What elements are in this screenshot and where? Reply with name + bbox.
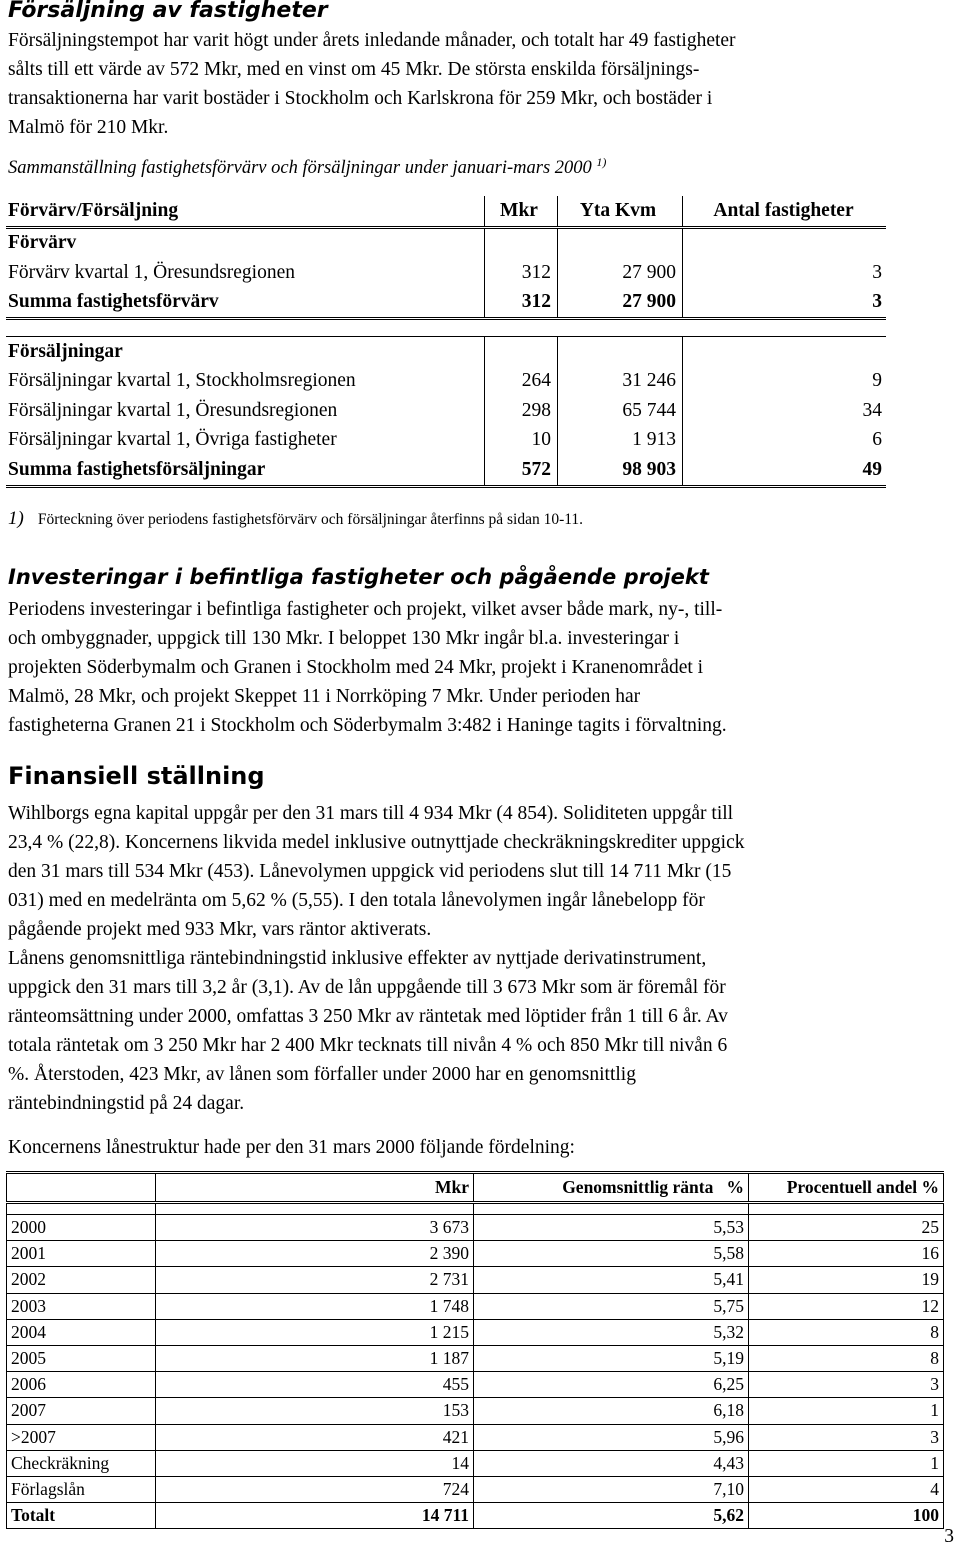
cell: 98 903 [558, 455, 683, 486]
cell: Förvärv kvartal 1, Öresundsregionen [8, 261, 296, 283]
financial-paragraph [8, 799, 744, 1118]
cell: 8 [749, 1319, 944, 1345]
text-line: Malmö, 28 Mkr, och projekt Skeppet 11 i Norrköping 7 Mkr. Under perioden har [8, 686, 641, 707]
cell: Totalt [7, 1503, 156, 1529]
cell: 3 673 [156, 1215, 474, 1241]
cell: 2 390 [156, 1241, 474, 1267]
header-cell: Procentuell andel % [749, 1173, 944, 1203]
text-line: totala räntetak om 3 250 Mkr har 2 400 Mkr tecknats till nivån 4 % och 850 Mkr till nivån 6 [8, 1035, 728, 1056]
text-line: projekten Söderbymalm och Granen i Stockholm med 24 Mkr, projekt i Kranenområdet i [8, 657, 704, 678]
cell: Försäljningar kvartal 1, Öresundsregionen [8, 399, 338, 421]
caption-text: Sammanställning fastighetsförvärv och försäljningar under januari-mars 2000 [8, 158, 592, 178]
cell: 5,96 [474, 1424, 749, 1450]
section-heading-investments: Investeringar i befintliga fastigheter och pågående projekt [8, 565, 709, 589]
table-row [7, 1424, 944, 1450]
acquisitions-sales-table [6, 196, 886, 488]
header-cell: Genomsnittlig ränta % [474, 1173, 749, 1203]
table-row [6, 396, 886, 426]
cell: Försäljningar kvartal 1, Övriga fastigheter [8, 429, 337, 451]
cell: 2 731 [156, 1267, 474, 1293]
text-line: Wihlborgs egna kapital uppgår per den 31 mars till 4 934 Mkr (4 854). Soliditeten uppgår till [8, 803, 734, 824]
cell: 2001 [7, 1241, 156, 1267]
cell: 25 [749, 1215, 944, 1241]
cell: 2004 [7, 1319, 156, 1345]
cell: 2002 [7, 1267, 156, 1293]
table-header-row [6, 196, 886, 227]
table-row [7, 1450, 944, 1476]
cell: 2006 [7, 1372, 156, 1398]
header-cell: Antal fastigheter [683, 196, 887, 227]
sales-paragraph [8, 26, 736, 142]
cell: 3 [749, 1424, 944, 1450]
header-cell: Mkr [485, 196, 558, 227]
group-label: Försäljningar [8, 340, 123, 362]
cell: 14 711 [156, 1503, 474, 1529]
investments-paragraph [8, 595, 727, 740]
cell: 4 [749, 1476, 944, 1502]
text-line: transaktionerna har varit bostäder i Stockholm och Karlskrona för 259 Mkr, och bostäder i [8, 88, 713, 109]
text-line: pågående projekt med 933 Mkr, vars räntor aktiverats. [8, 919, 432, 940]
cell: 2003 [7, 1293, 156, 1319]
group-label: Förvärv [8, 232, 77, 254]
cell: 264 [485, 367, 558, 397]
text-line: räntebindningstid på 24 dagar. [8, 1093, 245, 1114]
header-cell [7, 1173, 156, 1203]
text-line: 23,4 % (22,8). Koncernens likvida medel inklusive outnyttjade checkräkningskrediter uppgick [8, 832, 745, 853]
text-line: Försäljningstempot har varit högt under årets inledande månader, och totalt har 49 fastigheter [8, 30, 736, 51]
table-row [7, 1345, 944, 1371]
cell: 1 215 [156, 1319, 474, 1345]
cell: 3 [683, 288, 887, 319]
text-line: Periodens investeringar i befintliga fastigheter och projekt, vilket avser både mark, ny-, till- [8, 599, 723, 620]
cell: 27 900 [558, 258, 683, 288]
cell: 455 [156, 1372, 474, 1398]
total-row [7, 1503, 944, 1529]
cell: 31 246 [558, 367, 683, 397]
text-line: fastigheterna Granen 21 i Stockholm och Söderbymalm 3:482 i Haninge tagits i förvaltning. [8, 715, 727, 736]
text-line: 031) med en medelränta om 5,62 % (5,55). I den totala lånevolymen ingår lånebelopp för [8, 890, 705, 911]
loan-structure-table [6, 1171, 944, 1529]
sum-row [6, 288, 886, 319]
cell: 724 [156, 1476, 474, 1502]
loan-structure-intro: Koncernens lånestruktur hade per den 31 mars 2000 följande fördelning: [8, 1137, 575, 1158]
section-heading-financial-position: Finansiell ställning [8, 762, 265, 790]
cell: Försäljningar kvartal 1, Stockholmsregionen [8, 370, 356, 392]
header-cell: Yta Kvm [558, 196, 683, 227]
cell: 34 [683, 396, 887, 426]
table-row [7, 1398, 944, 1424]
cell: 6 [683, 426, 887, 456]
header-cell: Mkr [156, 1173, 474, 1203]
cell: 1 [749, 1398, 944, 1424]
cell: Summa fastighetsförvärv [6, 288, 485, 319]
cell: 1 [749, 1450, 944, 1476]
cell: 1 913 [558, 426, 683, 456]
table-row [6, 426, 886, 456]
cell: 65 744 [558, 396, 683, 426]
text-line: Malmö för 210 Mkr. [8, 117, 169, 138]
cell: 5,41 [474, 1267, 749, 1293]
cell: 9 [683, 367, 887, 397]
table-row [6, 367, 886, 397]
cell: 153 [156, 1398, 474, 1424]
cell: Summa fastighetsförsäljningar [6, 455, 485, 486]
cell: 2000 [7, 1215, 156, 1241]
header-cell: Förvärv/Försäljning [6, 196, 485, 227]
cell: 12 [749, 1293, 944, 1319]
cell: 1 748 [156, 1293, 474, 1319]
cell: 6,18 [474, 1398, 749, 1424]
table-header-row [7, 1173, 944, 1203]
cell: 572 [485, 455, 558, 486]
cell: 10 [485, 426, 558, 456]
page-number: 3 [944, 1526, 954, 1547]
cell: 5,32 [474, 1319, 749, 1345]
cell: 5,19 [474, 1345, 749, 1371]
footnote [8, 508, 583, 530]
sum-row [6, 455, 886, 486]
cell: 100 [749, 1503, 944, 1529]
table-row [7, 1293, 944, 1319]
cell: >2007 [7, 1424, 156, 1450]
table-row [6, 258, 886, 288]
table-row [7, 1241, 944, 1267]
table-row [7, 1267, 944, 1293]
group-label-row [6, 227, 886, 258]
text-line: den 31 mars till 534 Mkr (453). Lånevolymen uppgick vid periodens slut till 14 711 Mkr (15 [8, 861, 732, 882]
cell: 14 [156, 1450, 474, 1476]
cell: 19 [749, 1267, 944, 1293]
text-line: sålts till ett värde av 572 Mkr, med en vinst om 45 Mkr. De största enskilda försäljnings- [8, 59, 700, 80]
cell: 421 [156, 1424, 474, 1450]
cell: 6,25 [474, 1372, 749, 1398]
cell: 312 [485, 258, 558, 288]
cell: 5,62 [474, 1503, 749, 1529]
cell: 298 [485, 396, 558, 426]
cell: 312 [485, 288, 558, 319]
text-line: %. Återstoden, 423 Mkr, av lånen som förfaller under 2000 har en genomsnittlig [8, 1064, 636, 1085]
cell: 27 900 [558, 288, 683, 319]
cell: 5,53 [474, 1215, 749, 1241]
cell: 2005 [7, 1345, 156, 1371]
text-line: Lånens genomsnittliga räntebindningstid inklusive effekter av nyttjade derivatinstrument, [8, 948, 707, 969]
table-caption [8, 155, 607, 179]
cell: 5,75 [474, 1293, 749, 1319]
cell: 49 [683, 455, 887, 486]
cell: Checkräkning [7, 1450, 156, 1476]
group-label-row [6, 337, 886, 367]
text-line: ränteomsättning under 2000, omfattas 3 250 Mkr av räntetak med löptider från 1 till 6 år. Av [8, 1006, 728, 1027]
caption-footnote-marker: 1) [596, 155, 607, 169]
section-heading-sales: Försäljning av fastigheter [8, 0, 328, 23]
cell: 4,43 [474, 1450, 749, 1476]
cell: 16 [749, 1241, 944, 1267]
table-row [7, 1476, 944, 1502]
table-row [7, 1215, 944, 1241]
table-row [7, 1319, 944, 1345]
cell: 3 [683, 258, 887, 288]
cell: 3 [749, 1372, 944, 1398]
cell: 8 [749, 1345, 944, 1371]
table-row [7, 1372, 944, 1398]
cell: 5,58 [474, 1241, 749, 1267]
cell: 2007 [7, 1398, 156, 1424]
text-line: uppgick den 31 mars till 3,2 år (3,1). Av de lån uppgående till 3 673 Mkr som är föremål för [8, 977, 726, 998]
text-line: och ombyggnader, uppgick till 130 Mkr. I beloppet 130 Mkr ingår bl.a. investeringar i [8, 628, 680, 649]
cell: 1 187 [156, 1345, 474, 1371]
footnote-marker: 1) [8, 508, 24, 529]
footnote-text: Förteckning över periodens fastighetsförvärv och försäljningar återfinns på sidan 10-11. [37, 511, 584, 528]
cell: 7,10 [474, 1476, 749, 1502]
cell: Förlagslån [7, 1476, 156, 1502]
